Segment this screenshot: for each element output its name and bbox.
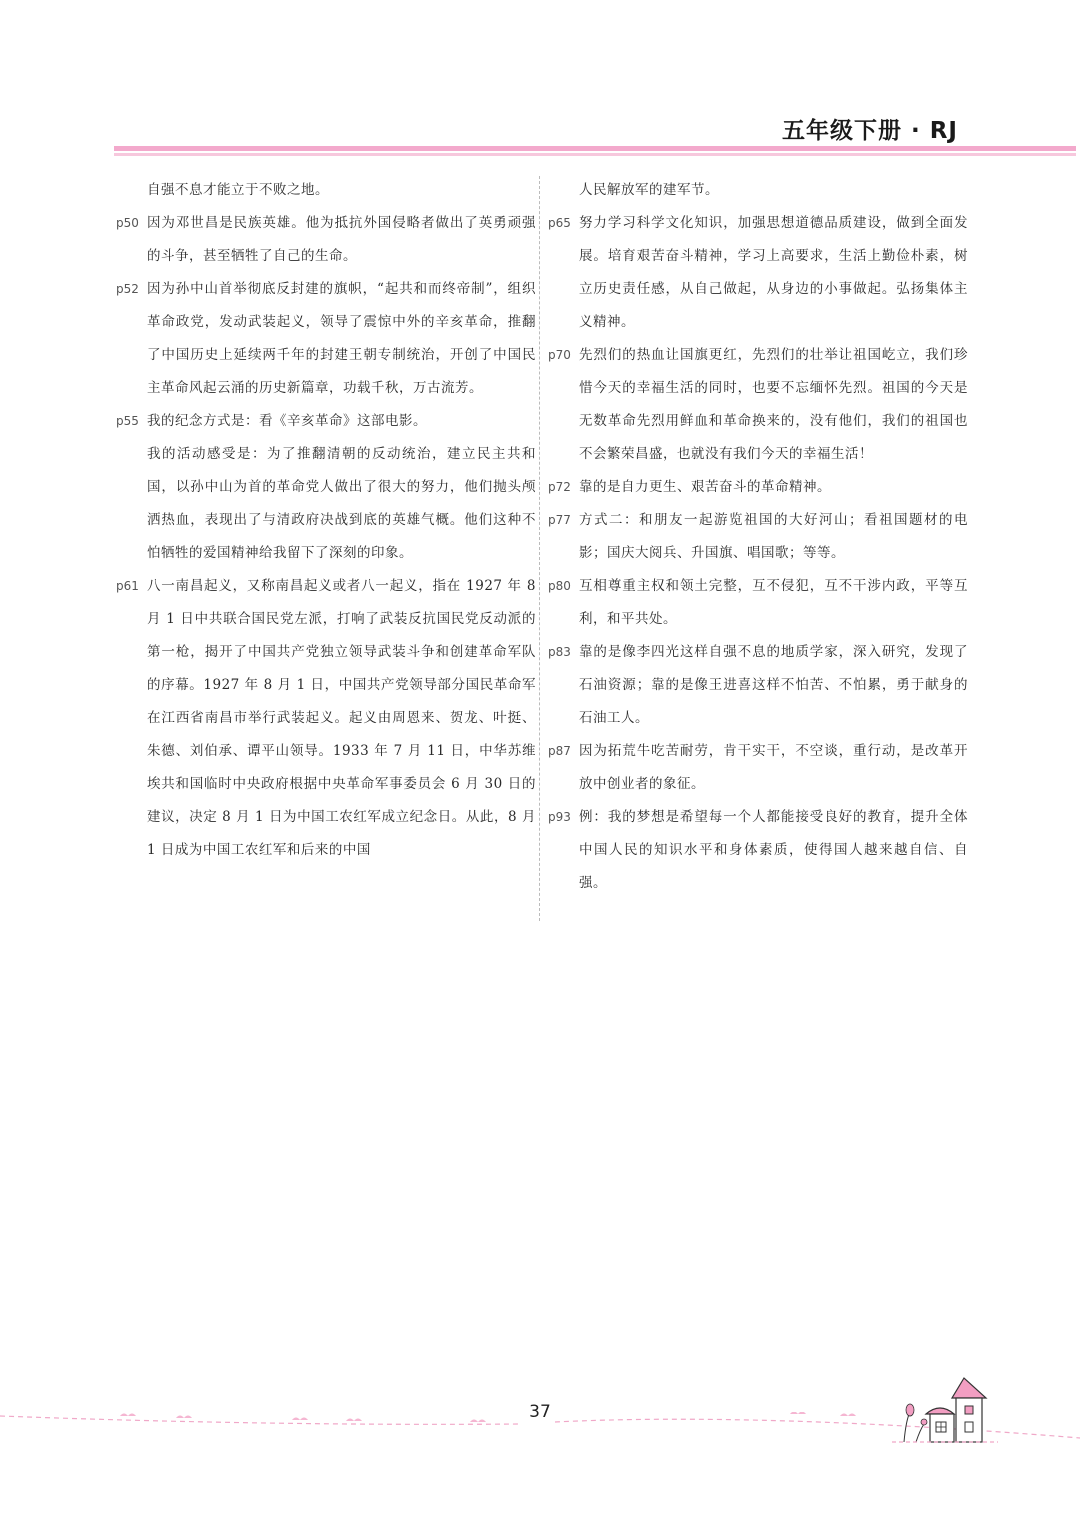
answer-entry (548, 636, 968, 735)
answer-entry (548, 339, 968, 471)
answer-text: 因为拓荒牛吃苦耐劳，肯干实干，不空谈，重行动，是改革开放中创业者的象征。 (579, 743, 968, 792)
left-column (116, 174, 536, 867)
page-ref: p93 (548, 810, 571, 824)
answer-text: 互相尊重主权和领土完整，互不侵犯，互不干涉内政，平等互利，和平共处。 (579, 578, 968, 627)
answer-entry (548, 504, 968, 570)
answer-text: 方式二：和朋友一起游览祖国的大好河山；看祖国题材的电影；国庆大阅兵、升国旗、唱国歌；等等。 (579, 512, 968, 561)
page-ref: p72 (548, 480, 571, 494)
house-illustration (890, 1376, 1000, 1448)
answer-entry (116, 570, 536, 867)
answer-text: 努力学习科学文化知识，加强思想道德品质建设，做到全面发展。培育艰苦奋斗精神，学习上高要求，生活上勤俭朴素，树立历史责任感，从自己做起，从身边的小事做起。弘扬集体主义精神。 (579, 215, 968, 330)
answer-text: 例：我的梦想是希望每一个人都能接受良好的教育，提升全体中国人民的知识水平和身体素质，使得国人越来越自信、自强。 (579, 809, 968, 891)
answer-text: 自强不息才能立于不败之地。 (147, 182, 329, 198)
answer-entry (548, 801, 968, 900)
page-ref: p55 (116, 414, 139, 428)
answer-entry (116, 273, 536, 405)
answer-text: 我的纪念方式是：看《辛亥革命》这部电影。 (147, 413, 427, 429)
answer-text: 人民解放军的建军节。 (579, 182, 719, 198)
page-ref: p80 (548, 579, 571, 593)
answer-entry (548, 207, 968, 339)
column-divider (539, 176, 540, 921)
answer-entry (116, 207, 536, 273)
answer-entry (548, 570, 968, 636)
answer-entry (116, 405, 536, 438)
header-divider-bar (114, 146, 1076, 156)
answer-entry (548, 735, 968, 801)
answer-entry (548, 471, 968, 504)
answer-entry (116, 438, 536, 570)
answer-text: 先烈们的热血让国旗更红，先烈们的壮举让祖国屹立，我们珍惜今天的幸福生活的同时，也要不忘缅怀先烈。祖国的今天是无数革命先烈用鲜血和革命换来的，没有他们，我们的祖国也不会繁荣昌盛，也就没有我们今天的幸福生活！ (579, 347, 968, 462)
page-ref: p50 (116, 216, 139, 230)
answer-text: 我的活动感受是：为了推翻清朝的反动统治，建立民主共和国，以孙中山为首的革命党人做出了很大的努力，他们抛头颅洒热血，表现出了与清政府决战到底的英雄气概。他们这种不怕牺牲的爱国精神给我留下了深刻的印象。 (147, 446, 536, 561)
answer-entry (116, 174, 536, 207)
page-ref: p87 (548, 744, 571, 758)
right-column (548, 174, 968, 900)
answer-text: 靠的是自力更生、艰苦奋斗的革命精神。 (579, 479, 831, 495)
page-ref: p83 (548, 645, 571, 659)
answer-entry (548, 174, 968, 207)
answer-text: 靠的是像李四光这样自强不息的地质学家，深入研究，发现了石油资源；靠的是像王进喜这样不怕苦、不怕累，勇于献身的石油工人。 (579, 644, 968, 726)
answer-text: 因为孙中山首举彻底反封建的旗帜，“起共和而终帝制”，组织革命政党，发动武装起义，领导了震惊中外的辛亥革命，推翻了中国历史上延续两千年的封建王朝专制统治，开创了中国民主革命风起云涌的历史新篇章，功载千秋，万古流芳。 (147, 281, 536, 396)
page-ref: p65 (548, 216, 571, 230)
page-number: 37 (529, 1402, 551, 1422)
page-ref: p70 (548, 348, 571, 362)
page-title: 五年级下册 · RJ (781, 118, 958, 144)
page-ref: p77 (548, 513, 571, 527)
answer-text: 八一南昌起义，又称南昌起义或者八一起义，指在 1927 年 8 月 1 日中共联合国民党左派，打响了武装反抗国民党反动派的第一枪，揭开了中国共产党独立领导武装斗争和创建革命军队的序幕。1927 年 8 月 1 日，中国共产党领导部分国民革命军在江西省南昌市举行武装起义。起义由周恩来、贺龙、叶挺、朱德、刘伯承、谭平山领导。1933 年 7 月 11 日，中华苏维埃共和国临时中央政府根据中央革命军事委员会 6 月 30 日的建议，决定 8 月 1 日为中国工农红军成立纪念日。从此，8 月 1 日成为中国工农红军和后来的中国 (147, 578, 536, 858)
page-ref: p61 (116, 579, 139, 593)
page-ref: p52 (116, 282, 139, 296)
answer-text: 因为邓世昌是民族英雄。他为抵抗外国侵略者做出了英勇顽强的斗争，甚至牺牲了自己的生命。 (147, 215, 536, 264)
